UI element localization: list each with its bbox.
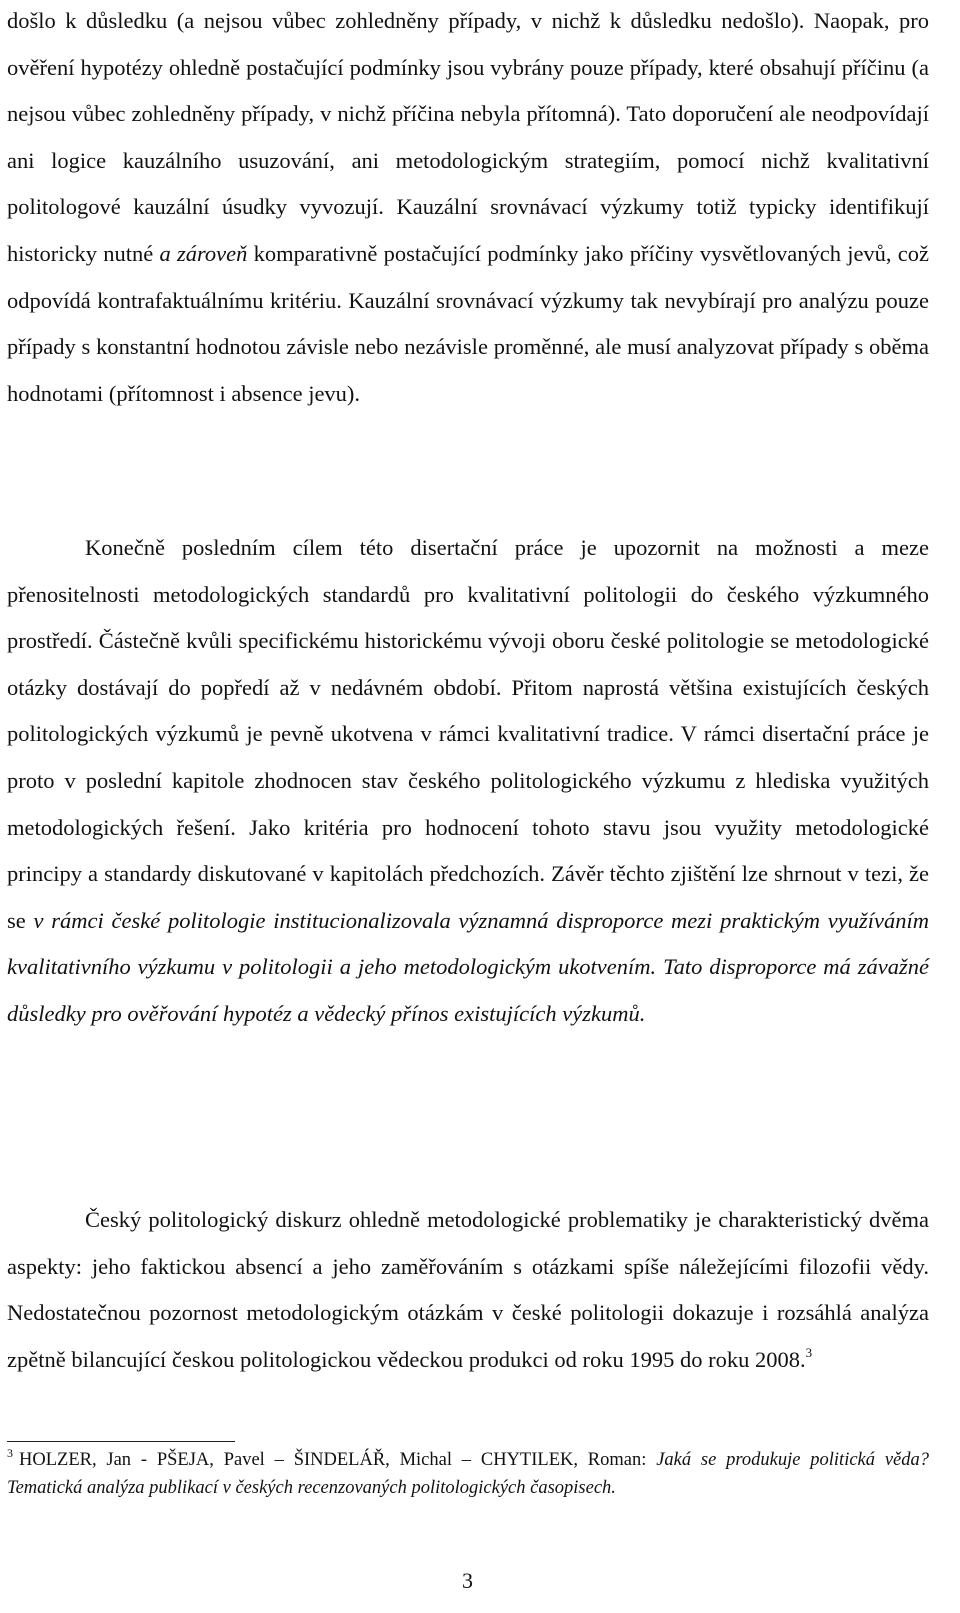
paragraph-1 xyxy=(7,0,929,417)
paragraph-2 xyxy=(7,525,929,1038)
paragraph-3 xyxy=(7,1197,929,1383)
footnote xyxy=(7,1447,929,1502)
footnote-title: Jaká se produkuje politická věda? Tematická analýza publikací v českých recenzovaných politologických časopisech. xyxy=(7,1450,929,1498)
paragraph-1-text-cont: komparativně postačující podmínky jako příčiny vysvětlovaných jevů, což odpovídá kontrafaktuálnímu kritériu. Kauzální srovnávací výzkumy tak nevybírají pro analýzu pouze případy s konstantní hodnotou závisle nebo nezávisle proměnné, ale musí analyzovat případy s oběma hodnotami (přítomnost i absence jevu). xyxy=(7,240,930,406)
paragraph-1-italic: a zároveň xyxy=(159,240,248,266)
paragraph-3-text: Český politologický diskurz ohledně metodologické problematiky je charakteristický dvěma aspekty: jeho faktickou absencí a jeho zaměřováním s otázkami spíše náležejícími filozofii vědy. Nedostatečnou pozornost metodologickým otázkám v české politologii dokazuje i rozsáhlá analýza zpětně bilancující českou politologickou vědeckou produkci od roku 1995 do roku 2008. xyxy=(7,1207,929,1372)
paragraph-2-italic-thesis: v rámci české politologie institucionalizovala významná disproporce mezi praktickým využíváním kvalitativního výzkumu v politologii a jeho metodologickým ukotvením. Tato disproporce má závažné důsledky pro ověřování hypotéz a vědecký přínos existujících výzkumů. xyxy=(7,907,929,1026)
footnote-number: 3 xyxy=(7,1446,13,1460)
paragraph-1-text: došlo k důsledku (a nejsou vůbec zohledněny případy, v nichž k důsledku nedošlo). Naopak, pro ověření hypotézy ohledně postačující podmínky jsou vybrány pouze případy, které obsahují příčinu (a nejsou vůbec zohledněny případy, v nichž příčina nebyla přítomná). Tato doporučení ale neodpovídají ani logice kauzálního usuzování, ani metodologickým strategiím, pomocí nichž kvalitativní politologové kauzální úsudky vyvozují. Kauzální srovnávací výzkumy totiž typicky identifikují historicky nutné xyxy=(7,8,929,266)
footnote-authors: HOLZER, Jan - PŠEJA, Pavel – ŠINDELÁŘ, Michal – CHYTILEK, Roman: xyxy=(19,1450,647,1470)
footnote-reference[interactable]: 3 xyxy=(805,1344,813,1360)
paragraph-2-text: Konečně posledním cílem této disertační práce je upozornit na možnosti a meze přenositelnosti metodologických standardů pro kvalitativní politologii do českého výzkumného prostředí. Částečně kvůli specifickému historickému vývoji oboru české politologie se metodologické otázky dostávají do popředí až v nedávném období. Přitom naprostá většina existujících českých politologických výzkumů je pevně ukotvena v rámci kvalitativní tradice. V rámci disertační práce je proto v poslední kapitole zhodnocen stav českého politologického výzkumu z hlediska využitých metodologických řešení. Jako kritéria pro hodnocení tohoto stavu jsou využity metodologické principy a standardy diskutované v kapitolách předchozích. Závěr těchto zjištění lze shrnout v tezi, že se xyxy=(7,535,929,933)
footnote-separator xyxy=(7,1441,235,1442)
page-number: 3 xyxy=(462,1568,473,1593)
